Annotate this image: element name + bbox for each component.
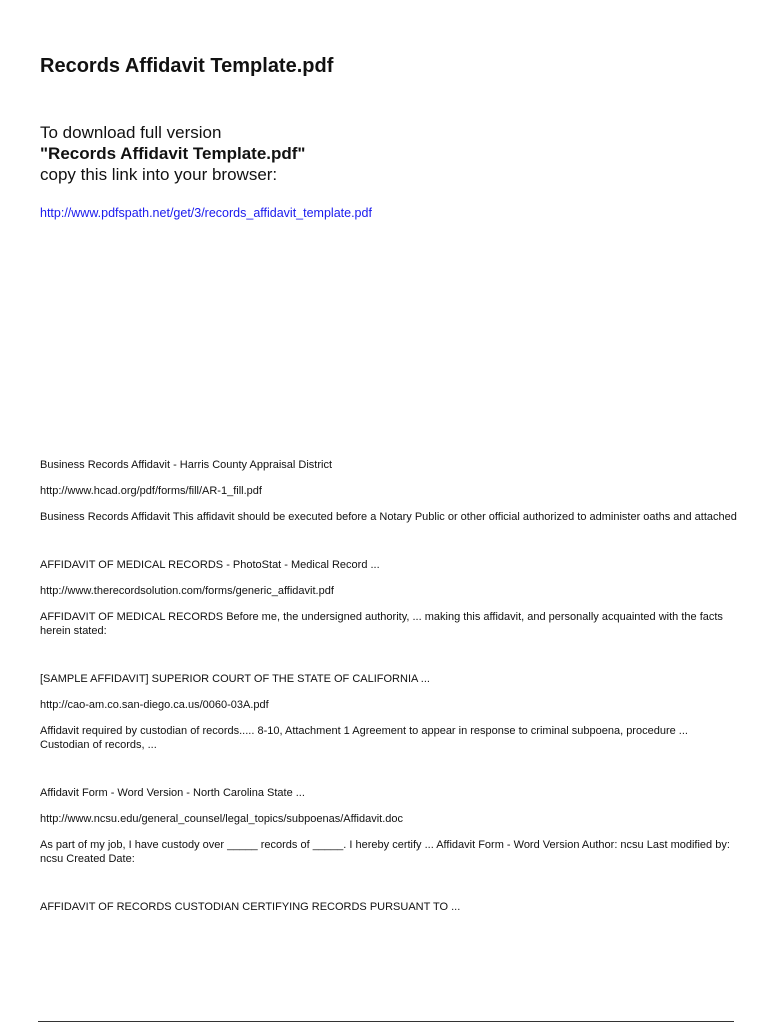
result-item — [40, 786, 740, 866]
result-snippet: As part of my job, I have custody over _____ records of _____. I hereby certify ... Affidavit Form - Word Version Author: ncsu Last modified by: ncsu Created Date: — [40, 839, 730, 865]
result-url: http://www.hcad.org/pdf/forms/fill/AR-1_fill.pdf — [40, 485, 262, 497]
result-item — [40, 458, 740, 524]
result-snippet: Business Records Affidavit This affidavit should be executed before a Notary Public or other official authorized to administer oaths and attached — [40, 511, 737, 523]
result-title: [SAMPLE AFFIDAVIT] SUPERIOR COURT OF THE STATE OF CALIFORNIA ... — [40, 673, 430, 685]
result-title: Affidavit Form - Word Version - North Carolina State ... — [40, 787, 305, 799]
result-snippet: AFFIDAVIT OF MEDICAL RECORDS Before me, the undersigned authority, ... making this affidavit, and personally acquainted with the facts herein stated: — [40, 611, 723, 637]
result-item — [40, 900, 740, 914]
result-title: Business Records Affidavit - Harris County Appraisal District — [40, 459, 333, 471]
result-item — [40, 558, 740, 638]
result-item — [40, 672, 740, 752]
download-line-3: copy this link into your browser: — [40, 165, 278, 184]
result-url: http://cao-am.co.san-diego.ca.us/0060-03A.pdf — [40, 699, 269, 711]
download-line-1: To download full version — [40, 123, 222, 142]
result-title: AFFIDAVIT OF RECORDS CUSTODIAN CERTIFYING RECORDS PURSUANT TO ... — [40, 901, 461, 913]
result-snippet: Affidavit required by custodian of records..... 8-10, Attachment 1 Agreement to appear in response to criminal subpoena, procedure ... Custodian of records, ... — [40, 725, 688, 751]
document-title: Records Affidavit Template.pdf — [40, 55, 334, 77]
result-title: AFFIDAVIT OF MEDICAL RECORDS - PhotoStat - Medical Record ... — [40, 559, 380, 571]
download-file-name: "Records Affidavit Template.pdf" — [40, 144, 306, 163]
search-results-list — [40, 458, 740, 948]
page-bottom-rule — [38, 1021, 734, 1022]
result-url: http://www.ncsu.edu/general_counsel/legal_topics/subpoenas/Affidavit.doc — [40, 813, 404, 825]
result-url: http://www.therecordsolution.com/forms/generic_affidavit.pdf — [40, 585, 334, 597]
download-link[interactable]: http://www.pdfspath.net/get/3/records_affidavit_template.pdf — [40, 206, 372, 220]
download-instructions — [40, 122, 305, 185]
